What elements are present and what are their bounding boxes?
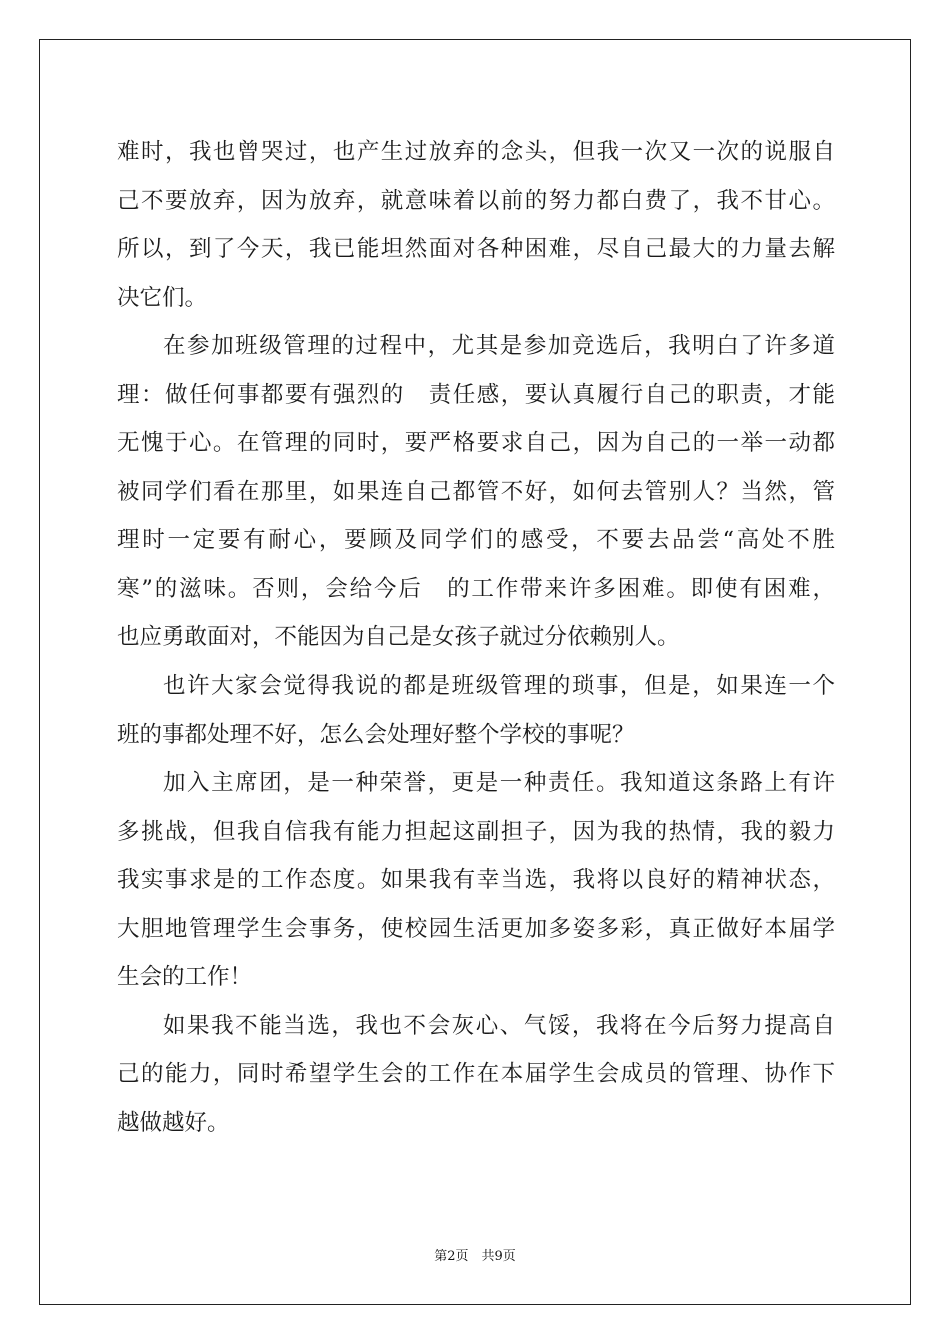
text-line: 如果我不能当选，我也不会灰心、气馁，我将在今后努力提高自 bbox=[163, 1012, 835, 1039]
text-line: 决它们。 bbox=[117, 284, 208, 311]
text-line: 寒”的滋味。否则，会给今后 的工作带来许多困难。即使有困难， bbox=[117, 575, 835, 602]
text-line: 大胆地管理学生会事务，使校园生活更加多姿多彩，真正做好本届学 bbox=[117, 915, 835, 942]
text-line: 生会的工作！ bbox=[117, 964, 253, 991]
text-line: 被同学们看在那里，如果连自己都管不好，如何去管别人？当然，管 bbox=[117, 478, 835, 505]
text-line: 也应勇敢面对，不能因为自己是女孩子就过分依赖别人。 bbox=[117, 624, 680, 651]
text-line: 在参加班级管理的过程中，尤其是参加竞选后，我明白了许多道 bbox=[163, 333, 835, 360]
text-line: 己的能力，同时希望学生会的工作在本届学生会成员的管理、协作下 bbox=[117, 1061, 835, 1088]
text-line: 无愧于心。在管理的同时，要严格要求自己，因为自己的一举一动都 bbox=[117, 430, 835, 457]
text-line: 理：做任何事都要有强烈的 责任感，要认真履行自己的职责，才能 bbox=[117, 381, 835, 408]
paragraph bbox=[117, 128, 835, 322]
document-body bbox=[117, 128, 835, 1147]
text-line: 班的事都处理不好，怎么会处理好整个学校的事呢？ bbox=[117, 721, 635, 748]
text-line: 己不要放弃，因为放弃，就意味着以前的努力都白费了，我不甘心。 bbox=[117, 187, 835, 214]
text-line: 多挑战，但我自信我有能力担起这副担子，因为我的热情，我的毅力 bbox=[117, 818, 835, 845]
paragraph bbox=[117, 759, 835, 1002]
text-line: 所以，到了今天，我已能坦然面对各种困难，尽自己最大的力量去解 bbox=[117, 236, 835, 263]
paragraph bbox=[117, 1002, 835, 1148]
text-line: 越做越好。 bbox=[117, 1109, 230, 1136]
text-line: 我实事求是的工作态度。如果我有幸当选，我将以良好的精神状态， bbox=[117, 867, 835, 894]
text-line: 加入主席团，是一种荣誉，更是一种责任。我知道这条路上有许 bbox=[163, 770, 835, 797]
paragraph bbox=[117, 322, 835, 662]
page-number-footer: 第2页 共9页 bbox=[434, 1249, 516, 1264]
text-line: 理时一定要有耐心，要顾及同学们的感受，不要去品尝“高处不胜 bbox=[117, 527, 835, 554]
text-line: 也许大家会觉得我说的都是班级管理的琐事，但是，如果连一个 bbox=[163, 673, 835, 700]
paragraph bbox=[117, 662, 835, 759]
text-line: 难时，我也曾哭过，也产生过放弃的念头，但我一次又一次的说服自 bbox=[117, 139, 835, 165]
